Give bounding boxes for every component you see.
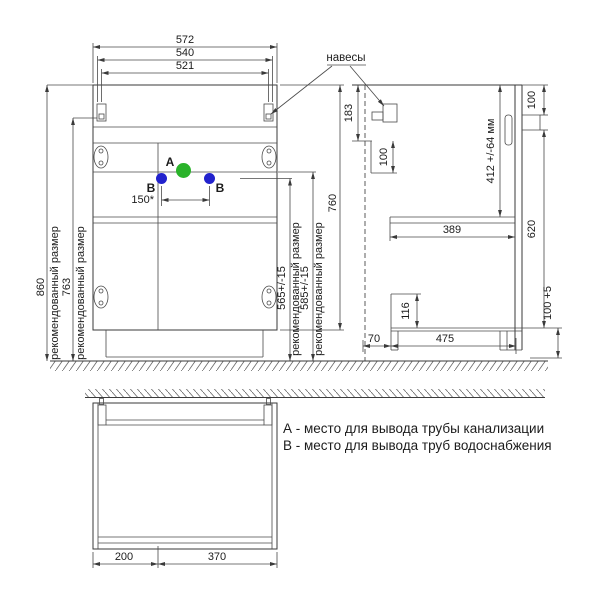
water-point-b-right	[204, 173, 215, 184]
legend-line-a: А - место для вывода трубы канализации	[283, 421, 545, 436]
bottom-view	[85, 389, 545, 568]
bottom-hanger-brackets	[98, 399, 272, 426]
dim-total-height-note: рекомендованный размер	[49, 226, 61, 360]
dim-drain-height: 585+/-15	[299, 266, 311, 310]
side-dims	[343, 85, 562, 358]
front-top-dims	[93, 34, 277, 102]
hinge-top-left	[94, 146, 108, 168]
dim-left-width: 200	[114, 551, 134, 563]
dim-shelf-depth: 389	[442, 224, 462, 236]
hangers-callout	[271, 52, 384, 114]
front-left-dims	[35, 85, 97, 361]
side-hanger-bracket	[372, 104, 397, 122]
panel-slot	[505, 115, 512, 145]
wall-section	[85, 389, 545, 398]
dim-drain-outlet: 412 +/-64 мм	[485, 118, 497, 184]
dim-b-spacing	[131, 186, 209, 206]
dim-width-hanger-center: 521	[175, 60, 195, 72]
front-cabinet-outline	[93, 85, 277, 357]
dim-total-height: 860	[35, 277, 47, 297]
legend	[283, 421, 552, 453]
hinge-bottom-left	[94, 286, 108, 308]
front-hanger-brackets	[97, 104, 273, 121]
bottom-cabinet-outline	[93, 403, 277, 549]
dim-hanger-height-note: рекомендованный размер	[75, 226, 87, 360]
dim-right-width: 370	[207, 551, 227, 563]
dim-water-height-note: рекомендованный размер	[290, 222, 302, 356]
drain-point-a	[176, 163, 191, 178]
point-b-left-label: B	[146, 181, 156, 195]
dim-water-height: 565+/-15	[276, 266, 288, 310]
dim-basin-height: 100	[526, 90, 538, 110]
dim-drain-height-note: рекомендованный размер	[313, 222, 325, 356]
dim-body-height-side: 620	[526, 219, 538, 239]
dim-bottom-space: 116	[400, 302, 412, 320]
water-point-b-left	[156, 173, 167, 184]
dim-hanger-height: 763	[61, 277, 73, 297]
dim-wall-gap: 70	[367, 333, 381, 345]
front-view	[35, 34, 344, 361]
dim-width-hanger-outer: 540	[175, 47, 195, 59]
dim-body-height: 760	[327, 193, 339, 213]
hangers-label: навесы	[326, 52, 366, 64]
dim-b-spacing-label: 150*	[131, 194, 154, 206]
dim-mount-zone: 100	[378, 147, 390, 167]
dim-hanger-offset: 183	[343, 103, 355, 123]
hinge-top-right	[262, 146, 276, 168]
point-a-label: A	[165, 155, 175, 169]
hinge-bottom-right	[262, 286, 276, 308]
point-b-right-label: B	[215, 181, 225, 195]
dim-leg-height: 100 +5	[542, 286, 554, 320]
dim-width-outer: 572	[175, 34, 195, 46]
dim-depth: 475	[435, 333, 455, 345]
ground-line	[50, 361, 548, 371]
legend-line-b: В - место для вывода труб водоснабжения	[283, 438, 552, 453]
